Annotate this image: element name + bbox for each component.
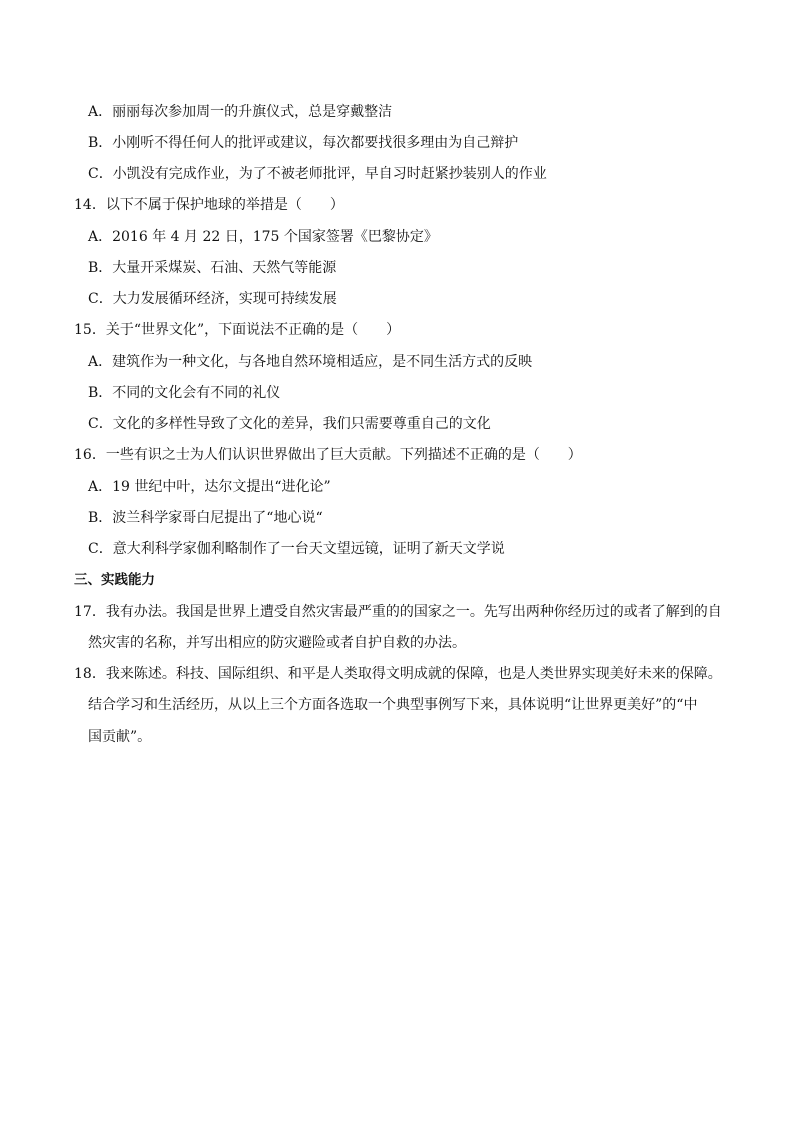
q18-line-2: 结合学习和生活经历，从以上三个方面各选取一个典型事例写下来，具体说明“让世界更美好”的“中 — [88, 697, 698, 713]
section-heading: 三、实践能力 — [74, 572, 155, 588]
q18-line-3: 国贡献”。 — [88, 729, 152, 745]
q18-line-1: 18．我来陈述。科技、国际组织、和平是人类取得文明成就的保障，也是人类世界实现美好未来的保障。 — [74, 666, 722, 682]
q16-option-c: C．意大利科学家伽利略制作了一台天文望远镜，证明了新天文学说 — [88, 541, 505, 557]
q15-stem: 15．关于“世界文化”，下面说法不正确的是（ ） — [74, 322, 401, 338]
q14-option-a: A．2016 年 4 月 22 日，175 个国家签署《巴黎协定》 — [88, 229, 438, 245]
q15-option-b: B．不同的文化会有不同的礼仪 — [88, 385, 281, 401]
q13-option-c: C．小凯没有完成作业，为了不被老师批评，早自习时赶紧抄装别人的作业 — [88, 166, 547, 182]
q17-line-2: 然灾害的名称，并写出相应的防灾避险或者自护自救的办法。 — [88, 635, 466, 651]
q14-stem: 14．以下不属于保护地球的举措是（ ） — [74, 197, 344, 213]
q16-option-a: A．19 世纪中叶，达尔文提出“进化论” — [88, 479, 331, 495]
q17-line-1: 17．我有办法。我国是世界上遭受自然灾害最严重的的国家之一。先写出两种你经历过的或者了解到的自 — [74, 604, 722, 620]
q13-option-b: B．小刚听不得任何人的批评或建议，每次都要找很多理由为自己辩护 — [88, 135, 519, 151]
q16-stem: 16．一些有识之士为人们认识世界做出了巨大贡献。下列描述不正确的是（ ） — [74, 447, 582, 463]
q14-option-b: B．大量开采煤炭、石油、天然气等能源 — [88, 260, 337, 276]
q16-option-b: B．波兰科学家哥白尼提出了“地心说“ — [88, 510, 323, 526]
q15-option-c: C．文化的多样性导致了文化的差异，我们只需要尊重自己的文化 — [88, 416, 491, 432]
q14-option-c: C．大力发展循环经济，实现可持续发展 — [88, 291, 337, 307]
q15-option-a: A．建筑作为一种文化，与各地自然环境相适应，是不同生活方式的反映 — [88, 354, 533, 370]
q13-option-a: A．丽丽每次参加周一的升旗仪式，总是穿戴整洁 — [88, 104, 393, 120]
